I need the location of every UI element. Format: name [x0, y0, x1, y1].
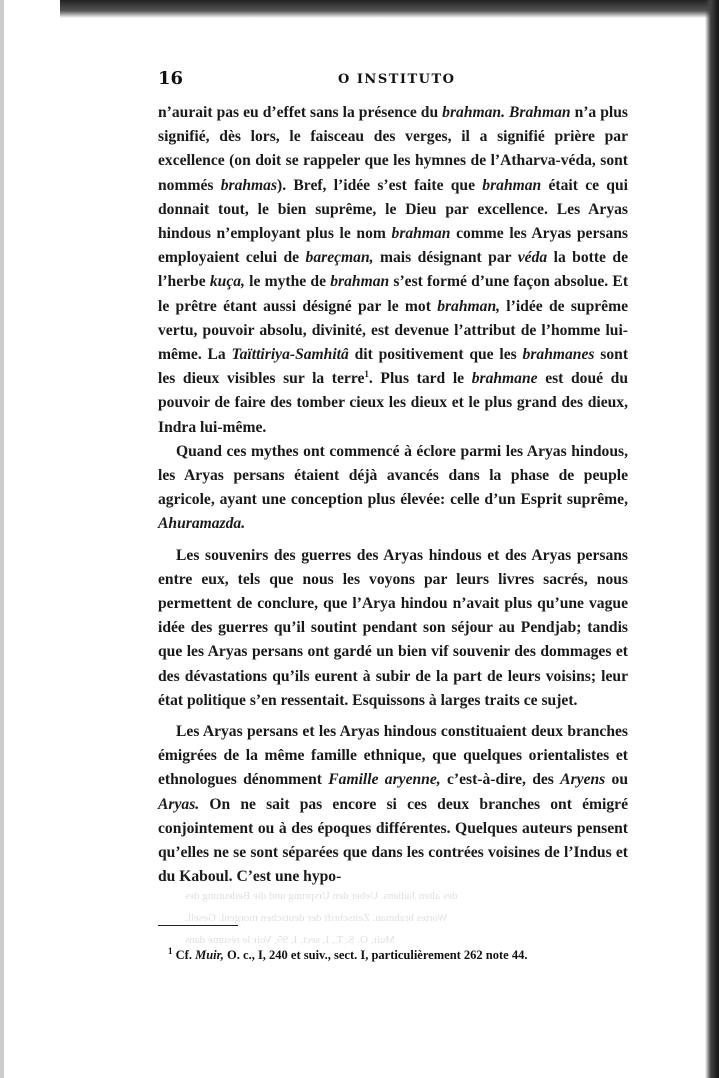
footnote — [168, 945, 628, 963]
paragraph — [158, 440, 628, 537]
italic-term: brahmane — [471, 370, 538, 388]
italic-term: brahman — [391, 225, 451, 243]
text-run: ou — [605, 771, 628, 789]
italic-term: brahman — [482, 176, 542, 194]
italic-term: Famille aryenne, — [328, 771, 441, 789]
italic-term: Aryens — [560, 771, 606, 789]
text-run: Quand ces mythes ont commencé à éclore parmi les Aryas hindous, les Aryas persans étaient déjà avancés dans la phase de peuple agricole, ayant une conception plus élevée: celle d’un Esprit suprême, — [158, 442, 628, 509]
italic-term: brahmas — [220, 176, 278, 194]
text-run: Les Aryas persans et les Aryas hindous constituaient deux branches émigrées de la même famille ethnique, que quelques orientalistes et ethnologues dénomment — [158, 723, 628, 789]
text-run: le mythe de — [244, 273, 331, 291]
italic-term: brahman — [330, 273, 390, 291]
footnote-rule — [158, 925, 238, 926]
text-run: l’idée de suprême vertu, pouvoir absolu, divinité, est devenue l’attribut de l’homme lui-même. La — [158, 297, 628, 364]
scan-top-edge — [60, 0, 719, 18]
show-through-line: Wortes brahman. Zeitschrift der deutschen morgenl. Gesell. — [185, 912, 448, 924]
italic-term: véda — [517, 249, 548, 267]
running-title: O INSTITUTO — [338, 72, 456, 87]
body-text — [158, 101, 628, 890]
text-run: sont les dieux visibles sur la terre — [158, 346, 629, 388]
text-run: mais désignant par — [373, 249, 518, 267]
italic-term: Aryas. — [158, 795, 200, 813]
text-run: . Plus tard le — [368, 370, 472, 388]
footnote-number: 1 — [168, 945, 173, 956]
footnote-marker: 1 — [364, 369, 369, 380]
paragraph — [158, 544, 628, 713]
scan-left-edge — [0, 0, 4, 1078]
scan-right-edge — [705, 0, 719, 1078]
italic-term: brahman, — [437, 297, 501, 315]
text-run: s’est formé d’une façon absolue. Et le prêtre étant aussi désigné par le mot — [158, 273, 629, 315]
italic-term: Ahuramazda. — [158, 515, 246, 533]
text-run: n’a plus signifié, dès lors, le faisceau des verges, il a signifié prière par excellence (on doit se rappeler que les hymnes de l’Atharva-véda, sont nommés — [158, 104, 628, 194]
text-run: était ce qui donnait tout, le bien suprême, le Dieu par excellence. Les Aryas hindous n’employant plus le nom — [158, 176, 628, 243]
text-run: c’est-à-dire, des — [440, 771, 561, 789]
paragraph — [158, 720, 628, 889]
paragraph — [158, 101, 628, 440]
text-run: Cf. — [172, 948, 196, 962]
text-run: On ne sait pas encore si ces deux branches ont émigré conjointement ou à des époques différentes. Quelques auteurs pensent qu’elles ne se sont séparées que dans les contrées voisines de l’Indus et du Kaboul. C’est une hypo- — [158, 795, 628, 886]
text-run: O. c., I, 240 et suiv., sect. I, particulièrement 262 note 44. — [223, 948, 528, 962]
italic-term: Taïttiriya-Samhitâ — [231, 346, 349, 364]
text-run: ). Bref, l’idée s’est faite que — [277, 176, 483, 194]
text-run: est doué du pouvoir de faire des tomber cieux les dieux et le plus grand des dieux, Indra lui-même. — [158, 370, 629, 436]
text-run: comme les Aryas persans employaient celui de — [158, 225, 628, 267]
italic-term: brahman. — [442, 104, 505, 121]
text-run: Les souvenirs des guerres des Aryas hindous et des Aryas persans entre eux, tels que nous les voyons par leurs livres sacrés, nous permettent de conclure, que l’Arya hindou n’avait plus qu’une vague idée des guerres qu’il soutint pendant son séjour au Pendjab; tandis que les Aryas persans ont gardé un bien vif souvenir des dommages et des dévastations qu’ils eurent à subir de la part de leurs voisins; leur état politique s’en ressentait. Esquissons à larges traits ce sujet. — [158, 546, 628, 709]
italic-term: kuça, — [209, 273, 245, 291]
italic-term: bareçman, — [305, 249, 374, 267]
show-through-line: des alten Jadiens. Ueber den Ursprung und die Bedeutung des — [185, 890, 458, 902]
italic-term: Muir, — [195, 948, 224, 962]
text-run: dit positivement que les — [348, 346, 523, 364]
text-run: n’aurait pas eu d’effet sans la présence du — [158, 104, 443, 121]
italic-term: brahmanes — [522, 346, 595, 364]
show-through-line: Muir, O. S. T., I, sect. I, 95, Voir le résumé dans — [185, 934, 396, 946]
italic-term: Brahman — [509, 104, 571, 121]
page-number: 16 — [158, 68, 184, 89]
text-run: la botte de l’herbe — [158, 249, 628, 291]
